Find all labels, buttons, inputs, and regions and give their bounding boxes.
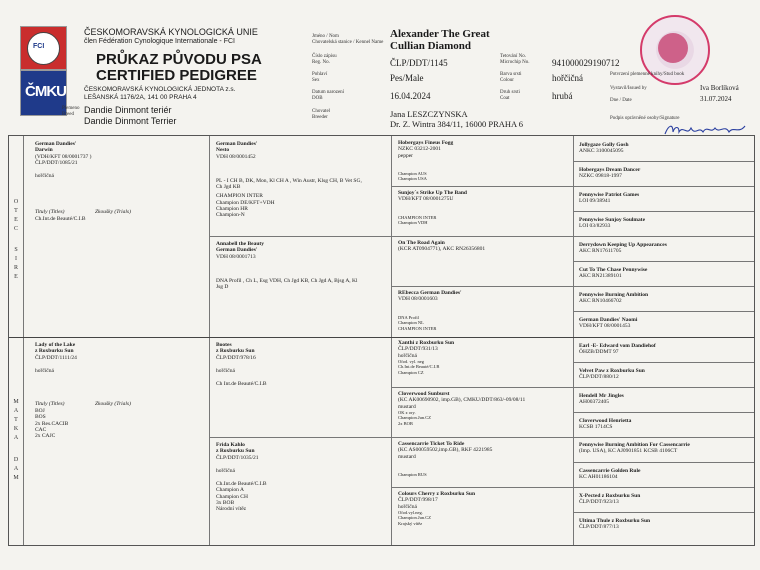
date-label: Dne / Date	[610, 98, 632, 103]
dam-title: 2x Res.CACIB	[35, 420, 69, 427]
ancestor-detail: Champion HR	[216, 206, 248, 213]
mother-label: M A T K A	[13, 399, 19, 441]
ancestor-name: Sunjoy´s Strike Up The Band	[398, 190, 467, 196]
gen3-cell-5	[398, 391, 572, 426]
gen4-cell-15	[579, 518, 650, 531]
ancestor-detail: Ch.Int.de Beauté/C.I.B	[216, 481, 267, 488]
reg-label-en: Reg. No.	[312, 60, 330, 65]
ancestor-reg: AH00372405	[579, 399, 609, 406]
gen4-cell-7	[579, 317, 637, 330]
ancestor-detail: 3x BOB	[216, 500, 235, 507]
ancestor-name: Nesto	[216, 147, 230, 154]
ancestor-reg: ÖHZB/DDMT 97	[579, 349, 619, 356]
breeder-name: Jana LESZCZYNSKA	[390, 109, 468, 119]
gen3-cell-2	[398, 240, 572, 253]
document-title-cz: PRŮKAZ PŮVODU PSA	[96, 51, 262, 68]
ancestor-detail: CHAMPION INTER	[398, 214, 437, 220]
ancestor-name: Hendell Mr Jingles	[579, 393, 624, 399]
ancestor-reg: VDH 08/0001713	[216, 253, 256, 260]
ancestor-reg: VDH 08/0001452	[216, 153, 256, 160]
ancestor-detail: Ofod. vyl. neg	[398, 358, 424, 364]
ancestor-reg: ČLP/DDT/998/17	[398, 497, 438, 504]
gen2-cell-3	[216, 442, 388, 513]
ancestor-name: Pennywise Patriot Games	[579, 192, 640, 198]
gen4-cell-9	[579, 368, 645, 381]
cmku-fci-logo	[20, 26, 65, 114]
ancestor-detail: Národní vítěz	[216, 506, 247, 513]
ancestor-detail: Champion DE/KFT+VDH	[216, 199, 275, 206]
ancestor-reg: (KC AK00690902, imp.GB), CMKU/DDT/863/-09/08/11	[398, 397, 526, 404]
gen3-cell-1	[398, 190, 572, 226]
studbook-label: Potvrzení plemenné knihy/Stud book	[610, 72, 685, 77]
breed-en: Dandie Dinmont Terrier	[84, 116, 177, 126]
ancestor-reg: NZKC 09818-1997	[579, 173, 622, 180]
ancestor-detail: Krajský vítěz	[398, 520, 423, 526]
ancestor-detail: hořčičná	[398, 352, 417, 359]
ancestor-name: Cloverwood Henrietta	[579, 418, 632, 424]
ancestor-name: X-Pected z Roxburku Sun	[579, 493, 641, 499]
sex-value: Pes/Male	[390, 73, 424, 83]
ancestor-detail: DNA Profil	[398, 314, 419, 320]
ancestor-name: Pennywise Burning Ambition For Cassencarrie	[579, 442, 690, 448]
org-address-name: ČESKOMORAVSKÁ KYNOLOGICKÁ JEDNOTA z.s.	[84, 86, 236, 93]
ancestor-detail: Champion-N	[216, 212, 245, 219]
dam-cell	[35, 342, 205, 374]
gen3-cell-3	[398, 290, 572, 331]
ancestor-name: Velvet Paw z Roxburku Sun	[579, 368, 645, 374]
gen4-cell-11	[579, 418, 631, 431]
ancestor-reg: NZKC 03212-2001	[398, 146, 441, 153]
breeder-label: Chovatel	[312, 109, 331, 114]
org-name: ČESKOMORAVSKÁ KYNOLOGICKÁ UNIE	[84, 27, 258, 37]
ancestor-name: Pennywise Sunjoy Soulmate	[579, 217, 646, 223]
ancestor-name: Derrydown Keeping Up Appearances	[579, 242, 667, 248]
ancestor-detail: PL - I CH B, DK, Mon, Kl CH A , Win Austr, Klsg CH, B Vet SG,	[216, 177, 362, 184]
sire-reg2: ČLP/DDT/1085/21	[35, 159, 78, 166]
ancestor-name: Jollygaze Golly Gosh	[579, 142, 629, 148]
breed-cz: Dandie Dinmont teriér	[84, 105, 172, 115]
ancestor-name: Earl -E- Edward vom Dandiehof	[579, 343, 656, 349]
dam-title: 2x CAJC	[35, 433, 56, 440]
ancestor-detail: 2x BOB	[398, 420, 413, 426]
ancestor-reg: KCSB 1714CS	[579, 424, 613, 431]
gen4-cell-13	[579, 468, 640, 481]
dam-name1: Lady of the Lake	[35, 342, 76, 348]
ancestor-detail: Champion AUS	[398, 170, 427, 176]
ancestor-detail: hořčičná	[398, 503, 417, 510]
dam-title: CAC	[35, 426, 47, 433]
ancestor-reg: ČLP/DDT/1035/21	[216, 454, 259, 461]
ancestor-reg: (Imp. USA), KC AJ0901851 KCSB 4106CT	[579, 448, 678, 455]
dog-kennel: Cullian Diamond	[390, 40, 471, 52]
gen4-cell-14	[579, 493, 640, 506]
ancestor-detail: DNA Profil , Ch L, Esg VDH, Ch Jgd KB, Ch Jgd A, Bjsg A, Kl	[216, 277, 358, 284]
ancestor-detail: hořčičná	[216, 367, 235, 374]
breed-label-cz: Plemeno	[62, 106, 80, 111]
ancestor-name: Ultima Thule z Roxburku Sun	[579, 518, 651, 524]
ancestor-reg: ANKC 3100045095	[579, 148, 624, 155]
dam-colour: hořčičná	[35, 367, 54, 374]
ancestor-detail: Champion CZ	[398, 369, 424, 375]
ancestor-name: Cassencarrie Golden Rule	[579, 468, 641, 474]
gen3-cell-6	[398, 441, 572, 477]
dam-label: D A M	[13, 457, 19, 481]
gen2-cell-1	[216, 241, 388, 290]
ancestor-detail: Ch.Int.de Beauté/C.I.B	[398, 364, 440, 370]
issued-by-label: Vystavil/Issued by	[610, 86, 647, 91]
colour-label-en: Colour	[500, 78, 514, 83]
sex-label: Pohlaví	[312, 72, 328, 77]
gen2-cell-2	[216, 342, 388, 387]
ancestor-reg: (KC AS00059502,imp.GB), RKF 4221985	[398, 447, 493, 454]
ancestor-detail: Champion CH	[216, 493, 248, 500]
father-label: O T E C	[13, 199, 19, 232]
chip-label: Tetování No.	[500, 54, 527, 59]
ancestor-name: z Roxburku Sun	[216, 448, 255, 455]
ancestor-detail: CHAMPION INTER	[398, 325, 437, 331]
ancestor-name: German Dandies'	[216, 141, 258, 147]
gen3-cell-4	[398, 340, 572, 375]
sire-reg1: (VDH/KFT 08/0001737 )	[35, 153, 92, 160]
issue-date: 31.07.2024	[700, 95, 732, 103]
colour-value: hořčičná	[552, 73, 583, 83]
ancestor-reg: AKC RN17611705	[579, 248, 622, 255]
colour-label: Barva srsti	[500, 72, 522, 77]
ancestor-detail: Ch Int.de Beauté/C.I.B	[216, 381, 267, 388]
ancestor-reg: (KCR AT0904771), AKC RN26356801	[398, 246, 486, 253]
ancestor-detail: CHAMPION INTER	[216, 193, 263, 200]
ancestor-name: Frida Kahlo	[216, 442, 245, 448]
kennel-label: Chovatelská stanice / Kennel Name	[312, 40, 384, 45]
gen4-cell-5	[579, 267, 647, 280]
ancestor-reg: AKC RN10466702	[579, 298, 622, 305]
sire-titles: Ch.Int.de Beauté/C.I.B	[35, 216, 86, 222]
sex-label-en: Sex	[312, 78, 320, 83]
ancestor-name: Pennywise Burning Ambition	[579, 292, 649, 298]
sire-label: S I R E	[13, 247, 18, 280]
ancestor-detail: mustard	[398, 403, 416, 410]
ancestor-detail: OK z ory.	[398, 409, 416, 415]
ancestor-reg: ČLP/DDT/877/13	[579, 524, 619, 531]
document-title-en: CERTIFIED PEDIGREE	[96, 67, 257, 84]
dam-title: BOS	[35, 414, 46, 421]
ancestor-reg: LOI 09/38941	[579, 198, 611, 205]
ancestor-reg: VDH/KFT 08/0001275U	[398, 196, 454, 203]
ancestor-name: Cloverwood Sunburst	[398, 391, 450, 397]
ancestor-detail: Champion VDH	[398, 220, 428, 226]
chip-number: 941000029190712	[552, 58, 620, 68]
dob-value: 16.04.2024	[390, 91, 431, 101]
reg-number: ČLP/DDT/1145	[390, 58, 448, 68]
dam-name2: z Roxburku Sun	[35, 348, 74, 355]
org-membership: člen Fédération Cynologique Internationale - FCI	[84, 38, 235, 45]
breeder-label-en: Breeder	[312, 115, 328, 120]
sire-titles-label: Tituly (Titles)	[35, 209, 65, 215]
sire-colour: hořčičná	[35, 173, 54, 180]
ancestor-detail: Champion USA	[398, 176, 427, 182]
ancestor-reg: ČLP/DDT/880/12	[579, 374, 619, 381]
ancestor-name: German Dandies'	[216, 247, 258, 254]
org-address: LEŠANSKÁ 1176/2A, 141 00 PRAHA 4	[84, 94, 197, 101]
ancestor-name: REbecca German Dandies'	[398, 290, 462, 296]
breed-label-en: Breed	[62, 112, 74, 117]
ancestor-detail: hořčičná	[216, 467, 235, 474]
dob-label: Datum narození	[312, 90, 345, 95]
gen3-cell-0	[398, 140, 572, 182]
ancestor-name: Cassencarrie Ticket To Ride	[398, 441, 465, 447]
breeder-address: Dr. Z. Wintra 384/11, 16000 PRAHA 6	[390, 119, 524, 129]
gen4-cell-3	[579, 217, 645, 230]
pedigree-table	[8, 135, 755, 546]
ancestor-detail: Champion A	[216, 487, 244, 494]
ancestor-name: Annabell the Beauty	[216, 241, 264, 247]
ancestor-detail: mustard	[398, 453, 416, 460]
ancestor-reg: LOI 03/82933	[579, 223, 611, 230]
coat-label-en: Coat	[500, 96, 510, 101]
reg-label: Číslo zápisu	[312, 54, 337, 59]
dam-trials-label: Zkoušky (Trials)	[95, 401, 131, 407]
gen4-cell-10	[579, 393, 624, 406]
dog-name: Alexander The Great	[390, 28, 490, 40]
sire-name1: German Dandies'	[35, 141, 77, 147]
ancestor-detail: Champion RUS	[398, 471, 427, 477]
gen4-cell-1	[579, 167, 640, 180]
gen4-cell-0	[579, 142, 629, 155]
ancestor-name: Hobergays Fineus Fogg	[398, 140, 454, 146]
ancestor-detail: Champion.Jun.CZ	[398, 515, 432, 521]
chip-label-en: Microchip No.	[500, 60, 530, 65]
gen4-cell-2	[579, 192, 639, 205]
sire-cell	[35, 141, 205, 179]
ancestor-detail: Champion NL	[398, 320, 424, 326]
ancestor-detail: Jsg D	[216, 284, 229, 291]
gen3-cell-7	[398, 491, 572, 526]
ancestor-reg: VDH 08/0001603	[398, 296, 438, 303]
dam-titles-label: Tituly (Titles)	[35, 401, 65, 407]
ancestor-name: German Dandies' Naomi	[579, 317, 638, 323]
gen4-cell-8	[579, 343, 656, 356]
dam-title: BOJ	[35, 408, 45, 414]
ancestor-detail: Ofod.vyl.neg.	[398, 509, 423, 515]
gen4-cell-12	[579, 442, 753, 455]
ancestor-reg: AKC RN21389101	[579, 273, 622, 280]
ancestor-reg: ČLP/DDT/931/13	[398, 346, 438, 353]
signature-label: Podpis oprávněné osoby/Signature	[610, 116, 680, 121]
ancestor-reg: ČLP/DDT/923/13	[579, 499, 619, 506]
dam-reg: ČLP/DDT/1111/24	[35, 354, 77, 361]
sire-trials-label: Zkoušky (Trials)	[95, 209, 131, 215]
dam-titles	[35, 408, 68, 439]
fci-logo: FCI	[20, 26, 67, 70]
ancestor-detail: pepper	[398, 152, 413, 159]
ancestor-reg: ČLP/DDT/978/16	[216, 354, 256, 361]
ancestor-name: On The Road Again	[398, 240, 445, 246]
ancestor-name: z Roxburku Sun	[216, 348, 255, 355]
coat-value: hrubá	[552, 91, 573, 101]
ancestor-detail: Ch Jgd KB	[216, 184, 241, 191]
gen4-cell-4	[579, 242, 667, 255]
ancestor-reg: VDH/KFT 08/0001453	[579, 323, 631, 330]
gen4-cell-6	[579, 292, 648, 305]
sire-name2: Darwin	[35, 147, 53, 154]
ancestor-name: Cut To The Chase Pennywise	[579, 267, 648, 273]
gen2-cell-0	[216, 141, 388, 219]
ancestor-reg: KC AH01186104	[579, 474, 618, 481]
issued-by: Iva Borlíková	[700, 84, 739, 92]
ancestor-name: Bootes	[216, 342, 232, 348]
dob-label-en: DOB	[312, 96, 323, 101]
ancestor-name: Hobergays Dream Dancer	[579, 167, 641, 173]
ancestor-name: Xanthi z Roxburku Sun	[398, 340, 455, 346]
ancestor-detail: Champion.Jun.CZ	[398, 415, 432, 421]
name-label: Jméno / Nom	[312, 34, 339, 39]
ancestor-name: Colours Cherry z Roxburku Sun	[398, 491, 476, 497]
coat-label: Druh srsti	[500, 90, 520, 95]
cmku-logo: ČMKU	[20, 70, 67, 116]
